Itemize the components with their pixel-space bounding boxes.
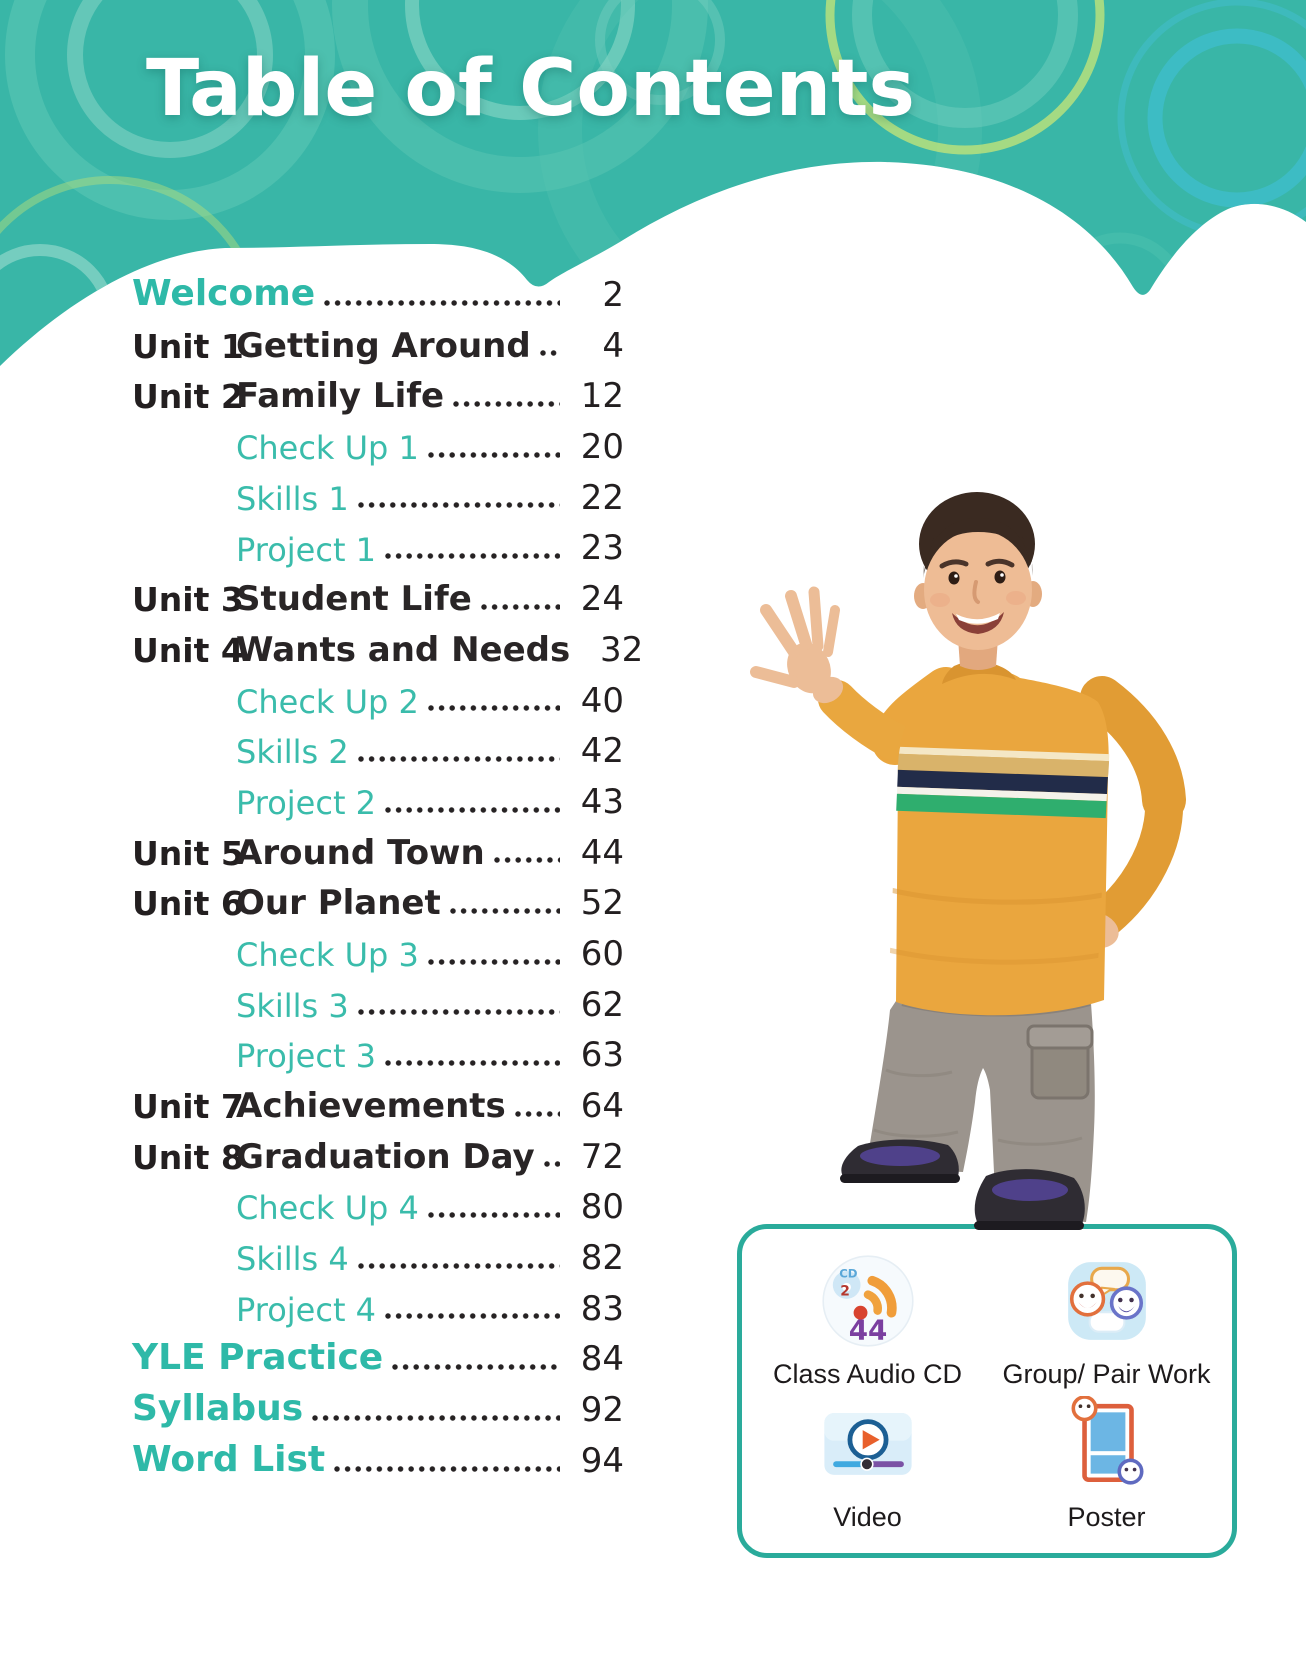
- boy-head: [914, 492, 1042, 670]
- toc-row: [132, 617, 644, 670]
- toc-entry-label: Word List: [132, 1438, 326, 1480]
- toc-row: [132, 870, 624, 924]
- toc-row: [132, 1377, 624, 1431]
- toc-leader-dots: [358, 1263, 560, 1269]
- toc-leader-dots: [385, 807, 560, 813]
- toc-entry-label: Syllabus: [132, 1388, 304, 1430]
- toc-unit-label: Unit 8: [132, 1137, 244, 1177]
- class-audio-cd-icon: [820, 1253, 916, 1349]
- toc-leader-dots: [358, 1009, 560, 1015]
- toc-page-number: 32: [599, 629, 644, 670]
- toc-row: [132, 718, 624, 772]
- toc-page-number: 20: [580, 427, 624, 468]
- toc-entry-label: Project 4: [236, 1290, 377, 1329]
- legend-label: Poster: [1067, 1502, 1146, 1532]
- toc-leader-dots: [358, 756, 560, 762]
- toc-entry-label: Wants and Needs: [236, 629, 571, 670]
- toc-page-number: 64: [580, 1086, 624, 1127]
- svg-text:44: 44: [848, 1313, 887, 1347]
- toc-entry-label: Getting Around: [236, 325, 531, 366]
- toc-entry-label: Skills 2: [236, 733, 349, 772]
- toc-page-number: 40: [580, 680, 624, 721]
- toc-row: [132, 1124, 624, 1175]
- toc-row: [132, 1276, 624, 1327]
- toc-page-number: 62: [580, 984, 624, 1025]
- toc-leader-dots: [515, 1111, 560, 1117]
- toc-row: [132, 820, 624, 871]
- toc-page-number: 24: [580, 579, 624, 620]
- toc-row: [132, 566, 624, 620]
- toc-row: [132, 1428, 624, 1479]
- toc-entry-label: Our Planet: [236, 883, 441, 924]
- toc-leader-dots: [428, 452, 560, 458]
- toc-entry-label: Check Up 4: [236, 1189, 419, 1228]
- toc-row: [132, 465, 624, 516]
- toc-row: [132, 363, 624, 417]
- toc-page-number: 82: [580, 1238, 624, 1279]
- toc-page-number: 22: [580, 477, 624, 518]
- toc-leader-dots: [385, 1313, 560, 1319]
- toc-unit-label: Unit 4: [132, 630, 244, 670]
- legend-item-video: [748, 1396, 987, 1539]
- video-icon: [818, 1396, 918, 1492]
- toc-leader-dots: [481, 604, 560, 610]
- toc-page-number: 60: [580, 933, 624, 974]
- page-title: Table of Contents: [146, 44, 915, 134]
- toc-leader-dots: [428, 1212, 560, 1218]
- toc-entry-label: Project 3: [236, 1037, 377, 1076]
- toc-leader-dots: [540, 350, 560, 356]
- toc-unit-label: Unit 1: [132, 326, 244, 366]
- toc-leader-dots: [312, 1415, 560, 1421]
- toc-row: [132, 1326, 624, 1380]
- toc-entry-label: Project 2: [236, 783, 377, 822]
- table-of-contents: [132, 262, 644, 1481]
- toc-leader-dots: [544, 1161, 560, 1167]
- toc-row: [132, 515, 624, 569]
- toc-page-number: 80: [580, 1187, 624, 1228]
- toc-row: [132, 1225, 624, 1279]
- toc-entry-label: Skills 1: [236, 479, 349, 518]
- toc-leader-dots: [392, 1364, 560, 1370]
- toc-entry-label: YLE Practice: [132, 1337, 384, 1379]
- toc-page-number: 52: [580, 883, 624, 924]
- toc-leader-dots: [334, 1466, 560, 1472]
- toc-unit-label: Unit 6: [132, 884, 244, 924]
- toc-unit-label: Unit 3: [132, 580, 244, 620]
- toc-entry-label: Around Town: [236, 832, 485, 873]
- legend-item-class-audio-cd: [748, 1253, 987, 1396]
- toc-row: [132, 262, 624, 316]
- toc-entry-label: Welcome: [132, 272, 316, 314]
- toc-row: [132, 414, 624, 468]
- svg-text:CD: CD: [838, 1266, 858, 1281]
- toc-row: [132, 972, 624, 1023]
- toc-entry-label: Family Life: [236, 376, 445, 417]
- legend-item-poster: [987, 1396, 1226, 1539]
- toc-page-number: 72: [580, 1136, 624, 1177]
- toc-row: [132, 313, 624, 364]
- toc-row: [132, 1073, 624, 1127]
- toc-entry-label: Achievements: [236, 1086, 506, 1127]
- toc-entry-label: Project 1: [236, 530, 377, 569]
- toc-entry-label: Graduation Day: [236, 1136, 535, 1177]
- legend-label: Group/ Pair Work: [1002, 1359, 1211, 1389]
- legend-label: Class Audio CD: [772, 1359, 963, 1389]
- toc-page-number: 12: [580, 376, 624, 417]
- toc-row: [132, 1174, 624, 1228]
- toc-row: [132, 921, 624, 972]
- toc-page-number: 92: [580, 1390, 624, 1431]
- toc-unit-label: Unit 2: [132, 377, 244, 417]
- waving-hand: [756, 592, 848, 708]
- toc-row: [132, 769, 624, 820]
- toc-leader-dots: [324, 300, 560, 306]
- toc-row: [132, 1022, 624, 1076]
- toc-page-number: 2: [602, 275, 624, 316]
- toc-leader-dots: [385, 1060, 560, 1066]
- toc-row: [132, 668, 624, 719]
- svg-text:2: 2: [839, 1283, 850, 1300]
- toc-page-number: 4: [602, 325, 624, 366]
- boy-waving-photo: [690, 470, 1220, 1245]
- legend-item-group-pair-work: [987, 1253, 1226, 1396]
- toc-page-number: 63: [580, 1035, 624, 1076]
- toc-leader-dots: [450, 908, 560, 914]
- toc-entry-label: Check Up 3: [236, 936, 419, 974]
- legend-label: Video: [833, 1502, 902, 1532]
- toc-entry-label: Skills 3: [236, 986, 349, 1025]
- toc-leader-dots: [494, 857, 560, 863]
- toc-entry-label: Skills 4: [236, 1240, 349, 1279]
- toc-unit-label: Unit 5: [132, 833, 244, 873]
- toc-leader-dots: [453, 401, 560, 407]
- legend-box: [737, 1224, 1237, 1558]
- toc-page-number: 83: [580, 1288, 624, 1329]
- toc-page-number: 42: [580, 731, 624, 772]
- toc-leader-dots: [428, 959, 560, 965]
- toc-page-number: 84: [580, 1339, 624, 1380]
- toc-entry-label: Check Up 1: [236, 429, 419, 468]
- toc-leader-dots: [385, 553, 560, 559]
- toc-leader-dots: [358, 502, 560, 508]
- toc-unit-label: Unit 7: [132, 1087, 244, 1127]
- toc-page-number: 44: [580, 832, 624, 873]
- group-pair-work-icon: [1061, 1253, 1153, 1349]
- toc-page-number: 23: [580, 528, 624, 569]
- toc-entry-label: Student Life: [236, 579, 472, 620]
- poster-icon: [1061, 1396, 1153, 1492]
- toc-page-number: 94: [580, 1440, 624, 1481]
- toc-entry-label: Check Up 2: [236, 682, 419, 721]
- toc-page-number: 43: [580, 781, 624, 822]
- toc-leader-dots: [428, 705, 560, 711]
